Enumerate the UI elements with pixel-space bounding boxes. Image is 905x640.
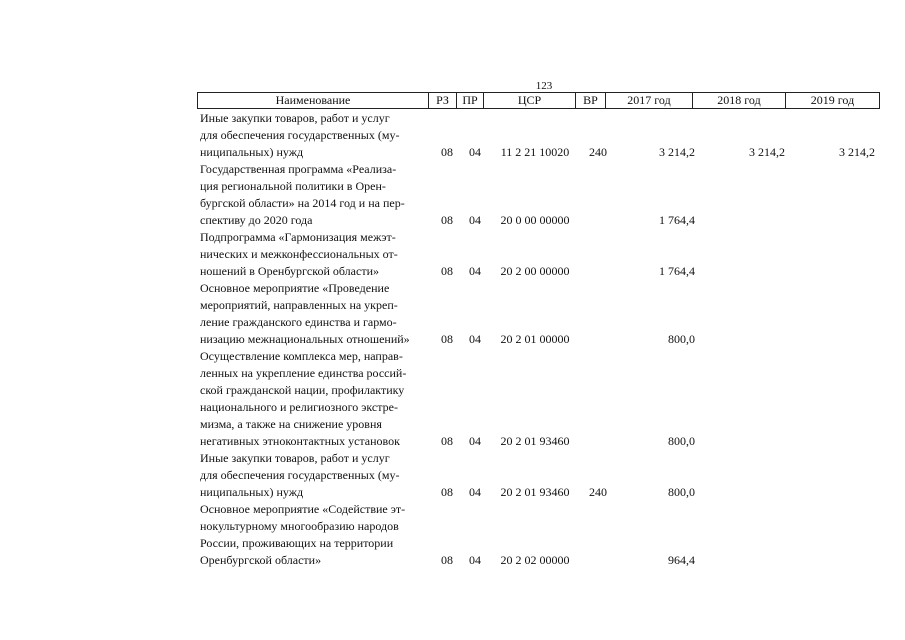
row-name-line: для обеспечения государственных (му- [200,128,400,142]
row-pr: 04 [469,332,481,346]
row-name-line: Оренбургской области» [200,553,322,567]
row-csr: 20 2 00 00000 [500,264,570,278]
row-name-line: ношений в Оренбургской области» [200,264,379,278]
row-csr: 20 2 01 00000 [500,332,570,346]
row-name-line: Основное мероприятие «Проведение [200,281,390,295]
row-pr: 04 [469,434,481,448]
row-name-line: России, проживающих на территории [200,536,394,550]
row-csr: 20 0 00 00000 [500,213,570,227]
row-name [200,501,428,569]
row-y2017: 1 764,4 [659,264,695,278]
page-number: 123 [535,80,553,92]
header-name: Наименование [198,93,429,109]
row-name-line: нических и межконфессиональных от- [200,247,398,261]
row-pr: 04 [469,264,481,278]
row-y2017: 800,0 [668,332,695,346]
table-row [0,280,905,348]
row-pr: 04 [469,145,481,159]
table-row [0,450,905,501]
row-csr: 11 2 21 10020 [500,145,570,159]
row-y2017: 800,0 [668,434,695,448]
row-name-line: нокультурному многообразию народов [200,519,399,533]
row-name-line: ление гражданского единства и гармо- [200,315,397,329]
row-rz: 08 [441,485,453,499]
row-name-line: мероприятий, направленных на укреп- [200,298,398,312]
row-vr: 240 [589,145,607,159]
row-name-line: Осуществление комплекса мер, направ- [200,349,403,363]
row-vr: 240 [589,485,607,499]
row-name [200,229,428,280]
row-y2017: 964,4 [668,553,695,567]
row-name-line: Иные закупки товаров, работ и услуг [200,451,390,465]
row-name [200,450,428,501]
table-row [0,348,905,450]
row-y2019: 3 214,2 [839,145,875,159]
header-vr: ВР [576,93,606,109]
header-pr: ПР [457,93,484,109]
row-name-line: бургской области» на 2014 год и на пер- [200,196,405,210]
row-name-line: спективу до 2020 года [200,213,313,227]
row-name-line: Основное мероприятие «Содействие эт- [200,502,406,516]
row-name-line: ниципальных) нужд [200,145,304,159]
table-row [0,229,905,280]
header-2018: 2018 год [693,93,786,109]
row-name [200,348,428,450]
row-name-line: мизма, а также на снижение уровня [200,417,382,431]
row-rz: 08 [441,145,453,159]
row-name-line: ниципальных) нужд [200,485,304,499]
row-y2017: 1 764,4 [659,213,695,227]
header-2017: 2017 год [606,93,693,109]
row-rz: 08 [441,553,453,567]
row-name-line: негативных этноконтактных установок [200,434,400,448]
row-name-line: ской гражданской нации, профилактику [200,383,405,397]
row-name-line: для обеспечения государственных (му- [200,468,400,482]
table-row [0,501,905,569]
row-name-line: ленных на укрепление единства россий- [200,366,407,380]
row-csr: 20 2 01 93460 [500,434,570,448]
row-pr: 04 [469,485,481,499]
header-rz: РЗ [429,93,457,109]
row-rz: 08 [441,264,453,278]
row-y2018: 3 214,2 [749,145,785,159]
table-row [0,110,905,161]
row-rz: 08 [441,332,453,346]
row-y2017: 3 214,2 [659,145,695,159]
row-name-line: Государственная программа «Реализа- [200,162,397,176]
row-name [200,110,428,161]
table-row [0,161,905,229]
row-name-line: Иные закупки товаров, работ и услуг [200,111,390,125]
row-pr: 04 [469,213,481,227]
header-csr: ЦСР [484,93,576,109]
row-name [200,161,428,229]
row-rz: 08 [441,213,453,227]
row-y2017: 800,0 [668,485,695,499]
header-2019: 2019 год [786,93,880,109]
row-name-line: низацию межнациональных отношений» [200,332,410,346]
row-rz: 08 [441,434,453,448]
row-name-line: национального и религиозного экстре- [200,400,398,414]
row-csr: 20 2 01 93460 [500,485,570,499]
row-csr: 20 2 02 00000 [500,553,570,567]
row-pr: 04 [469,553,481,567]
row-name-line: Подпрограмма «Гармонизация межэт- [200,230,396,244]
row-name-line: ция региональной политики в Орен- [200,179,386,193]
row-name [200,280,428,348]
